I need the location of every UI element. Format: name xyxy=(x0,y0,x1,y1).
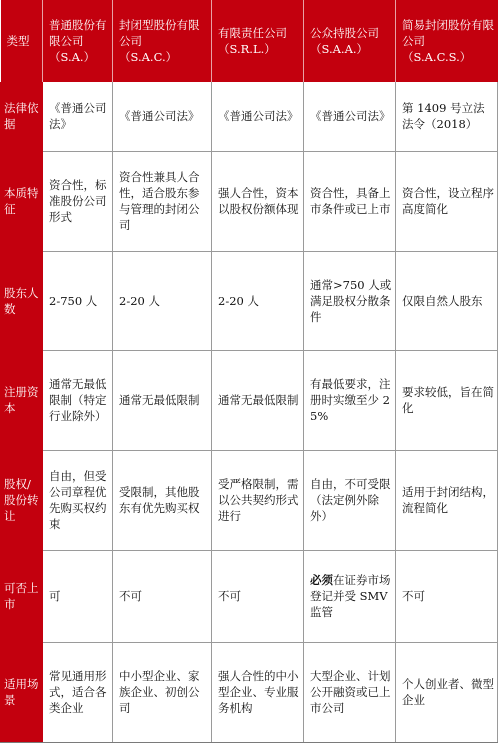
header-code: （S.A.A.） xyxy=(310,42,369,56)
cell-text: 在证券市场登记并受 SMV 监管 xyxy=(310,573,391,619)
table-cell: 自由，但受公司章程优先购买权约束 xyxy=(43,450,113,550)
header-name: 封闭型股份有限公司 xyxy=(119,18,200,48)
table-cell: 2-20 人 xyxy=(212,251,304,350)
row-label-nature: 本质特征 xyxy=(1,151,43,251)
header-code: （S.A.C.） xyxy=(119,50,178,64)
table-row xyxy=(1,251,498,350)
header-cell-srl xyxy=(212,0,304,82)
table-cell: 2-20 人 xyxy=(113,251,212,350)
table-cell: 《普通公司法》 xyxy=(43,82,113,151)
table-cell: 通常无最低限制 xyxy=(212,350,304,450)
table-cell: 大型企业、计划公开融资或已上市公司 xyxy=(304,642,396,742)
row-label-shareholders: 股东人数 xyxy=(1,251,43,350)
table-cell: 《普通公司法》 xyxy=(304,82,396,151)
table-row xyxy=(1,82,498,151)
table-cell: 有最低要求，注册时实缴至少 25% xyxy=(304,350,396,450)
table-cell: 通常>750 人或满足股权分散条件 xyxy=(304,251,396,350)
header-code: （S.A.） xyxy=(49,50,96,64)
table-cell: 不可 xyxy=(396,550,498,642)
table-cell: 强人合性，资本以股权份额体现 xyxy=(212,151,304,251)
table-row xyxy=(1,642,498,742)
table-cell xyxy=(304,550,396,642)
table-cell: 资合性兼具人合性，适合股东参与管理的封闭公司 xyxy=(113,151,212,251)
table-cell: 资合性，标准股份公司形式 xyxy=(43,151,113,251)
table-cell: 资合性，设立程序高度简化 xyxy=(396,151,498,251)
row-label-scenarios: 适用场景 xyxy=(1,642,43,742)
header-cell-sac xyxy=(113,0,212,82)
table-cell: 《普通公司法》 xyxy=(212,82,304,151)
table-cell: 资合性，具备上市条件或已上市 xyxy=(304,151,396,251)
table-cell: 仅限自然人股东 xyxy=(396,251,498,350)
header-code: （S.A.C.S.） xyxy=(402,50,472,64)
table-row xyxy=(1,450,498,550)
header-code: （S.R.L.） xyxy=(218,42,276,56)
header-name: 简易封闭股份有限公司 xyxy=(402,18,494,48)
row-label-legal-basis: 法律依据 xyxy=(1,82,43,151)
table-row xyxy=(1,350,498,450)
table-cell: 常见通用形式，适合各类企业 xyxy=(43,642,113,742)
table-cell: 中小型企业、家族企业、初创公司 xyxy=(113,642,212,742)
header-cell-sa xyxy=(43,0,113,82)
table-cell: 第 1409 号立法法令（2018） xyxy=(396,82,498,151)
table-cell: 可 xyxy=(43,550,113,642)
header-name: 类型 xyxy=(6,34,30,48)
table-cell: 强人合性的中小型企业、专业服务机构 xyxy=(212,642,304,742)
row-label-listing: 可否上市 xyxy=(1,550,43,642)
table-cell: 2-750 人 xyxy=(43,251,113,350)
table-cell: 不可 xyxy=(113,550,212,642)
table-row xyxy=(1,151,498,251)
header-name: 公众持股公司 xyxy=(310,26,379,40)
table-cell: 通常无最低限制 xyxy=(113,350,212,450)
table-cell: 通常无最低限制（特定行业除外） xyxy=(43,350,113,450)
table-cell: 受限制，其他股东有优先购买权 xyxy=(113,450,212,550)
header-cell-sacs xyxy=(396,0,498,82)
table-cell: 要求较低，旨在简化 xyxy=(396,350,498,450)
table-cell: 适用于封闭结构，流程简化 xyxy=(396,450,498,550)
row-label-capital: 注册资本 xyxy=(1,350,43,450)
header-name: 普通股份有限公司 xyxy=(49,18,107,48)
emphasis-text: 必须 xyxy=(310,573,333,587)
header-cell-type xyxy=(1,0,43,82)
row-label-transfer: 股权/股份转让 xyxy=(1,450,43,550)
table-cell: 《普通公司法》 xyxy=(113,82,212,151)
header-cell-saa xyxy=(304,0,396,82)
table-cell: 自由，不可受限（法定例外除外） xyxy=(304,450,396,550)
header-name: 有限责任公司 xyxy=(218,26,287,40)
table-row xyxy=(1,550,498,642)
table-cell: 受严格限制，需以公共契约形式进行 xyxy=(212,450,304,550)
header-row xyxy=(1,0,498,82)
table-cell: 个人创业者、微型企业 xyxy=(396,642,498,742)
table-cell: 不可 xyxy=(212,550,304,642)
